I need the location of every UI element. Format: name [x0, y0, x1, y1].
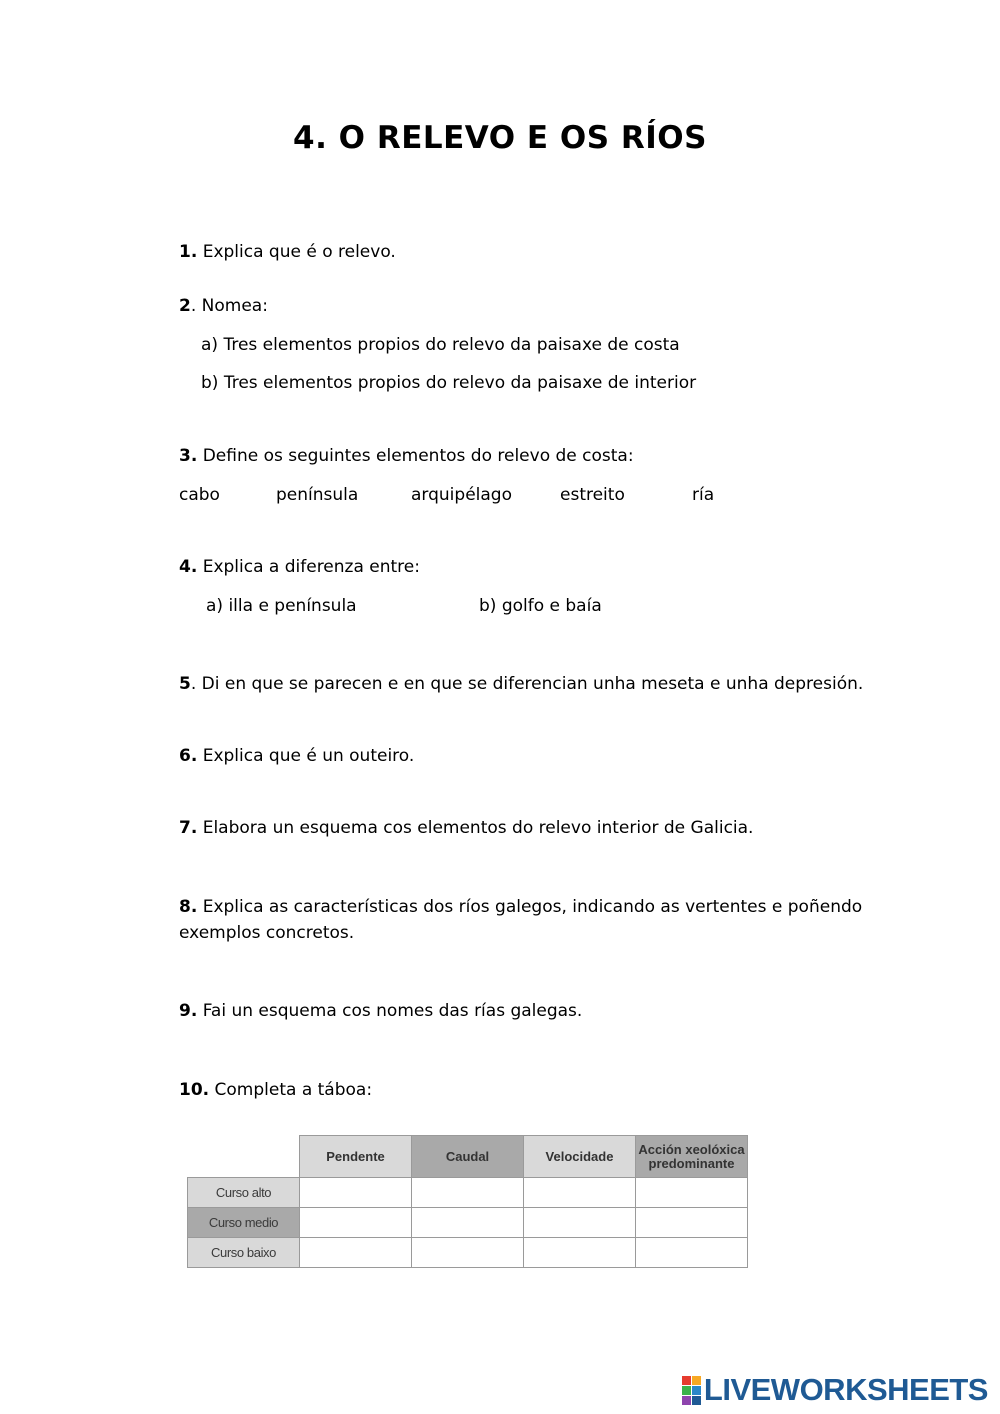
- liveworksheets-logo-icon: [682, 1376, 701, 1405]
- question-number: 1.: [179, 242, 198, 262]
- term-cabo: cabo: [179, 485, 220, 505]
- question-10: [179, 1077, 372, 1103]
- question-4-item-a: a) illa e península: [206, 596, 357, 616]
- question-number: 5: [179, 674, 191, 694]
- question-2: [179, 293, 268, 319]
- page-title: 4. O RELEVO E OS RÍOS: [293, 120, 707, 156]
- question-text: Explica as características dos ríos galegos, indicando as vertentes e poñendo exemplos concretos.: [179, 897, 863, 943]
- question-number: 2: [179, 296, 191, 316]
- question-text: Explica a diferenza entre:: [202, 557, 420, 577]
- answer-cell[interactable]: [636, 1178, 748, 1208]
- answer-cell[interactable]: [636, 1208, 748, 1238]
- answer-cell[interactable]: [524, 1178, 636, 1208]
- question-text: Elabora un esquema cos elementos do relevo interior de Galicia.: [202, 818, 754, 838]
- answer-cell[interactable]: [300, 1208, 412, 1238]
- liveworksheets-logo[interactable]: [682, 1372, 988, 1408]
- column-header-accion: Acción xeolóxica predominante: [636, 1136, 748, 1178]
- question-8: [179, 894, 869, 946]
- question-4: [179, 554, 420, 580]
- row-header-curso-alto: Curso alto: [188, 1178, 300, 1208]
- answer-cell[interactable]: [300, 1178, 412, 1208]
- question-5: [179, 671, 863, 697]
- question-number: 8.: [179, 897, 198, 917]
- question-number: 10.: [179, 1080, 210, 1100]
- question-number: 4.: [179, 557, 198, 577]
- question-4-item-b: b) golfo e baía: [479, 596, 602, 616]
- answer-cell[interactable]: [524, 1238, 636, 1268]
- table-corner: [188, 1136, 300, 1178]
- answer-cell[interactable]: [412, 1238, 524, 1268]
- question-2-item-b: b) Tres elementos propios do relevo da paisaxe de interior: [201, 373, 697, 393]
- column-header-caudal: Caudal: [412, 1136, 524, 1178]
- question-text: Fai un esquema cos nomes das rías galegas.: [202, 1001, 583, 1021]
- column-header-velocidade: Velocidade: [524, 1136, 636, 1178]
- answer-cell[interactable]: [300, 1238, 412, 1268]
- question-number: 9.: [179, 1001, 198, 1021]
- term-peninsula: península: [276, 485, 359, 505]
- river-course-table: [187, 1135, 748, 1268]
- question-text: . Di en que se parecen e en que se diferencian unha meseta e unha depresión.: [190, 674, 864, 694]
- question-7: [179, 815, 753, 841]
- column-header-pendente: Pendente: [300, 1136, 412, 1178]
- question-text: Define os seguintes elementos do relevo de costa:: [202, 446, 634, 466]
- question-3: [179, 443, 634, 469]
- row-header-curso-medio: Curso medio: [188, 1208, 300, 1238]
- table-row: [188, 1238, 748, 1268]
- term-arquipelago: arquipélago: [411, 485, 512, 505]
- table-row: [188, 1178, 748, 1208]
- question-number: 6.: [179, 746, 198, 766]
- answer-cell[interactable]: [412, 1208, 524, 1238]
- question-text: Explica que é o relevo.: [202, 242, 396, 262]
- question-text: Explica que é un outeiro.: [202, 746, 415, 766]
- question-text: Completa a táboa:: [214, 1080, 373, 1100]
- question-6: [179, 743, 414, 769]
- term-estreito: estreito: [560, 485, 625, 505]
- row-header-curso-baixo: Curso baixo: [188, 1238, 300, 1268]
- question-2-item-a: a) Tres elementos propios do relevo da paisaxe de costa: [201, 335, 680, 355]
- question-text: . Nomea:: [190, 296, 268, 316]
- answer-cell[interactable]: [412, 1178, 524, 1208]
- term-ria: ría: [692, 485, 715, 505]
- table-row: [188, 1208, 748, 1238]
- answer-cell[interactable]: [524, 1208, 636, 1238]
- question-number: 7.: [179, 818, 198, 838]
- question-9: [179, 998, 582, 1024]
- question-number: 3.: [179, 446, 198, 466]
- answer-cell[interactable]: [636, 1238, 748, 1268]
- question-1: [179, 239, 396, 265]
- liveworksheets-logo-text: LIVEWORKSHEETS: [703, 1372, 988, 1407]
